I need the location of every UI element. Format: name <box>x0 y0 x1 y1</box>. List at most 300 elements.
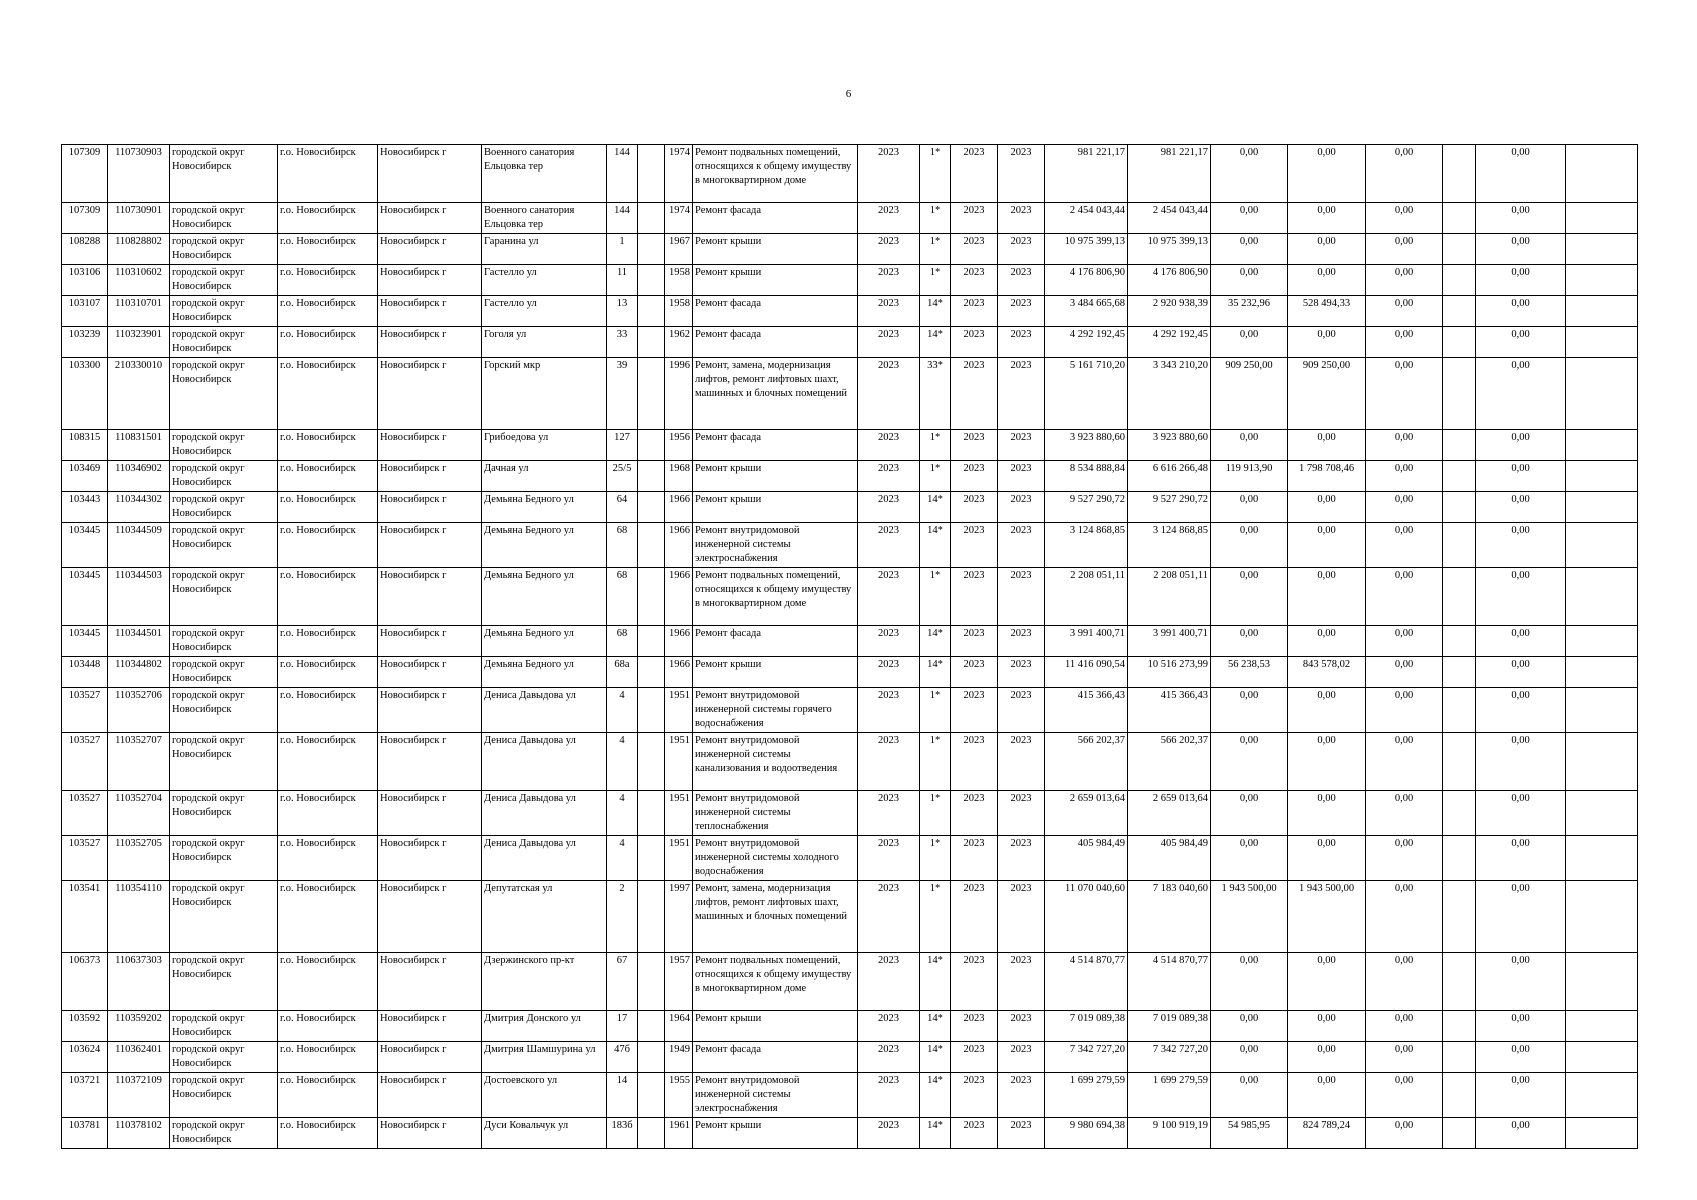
cell-total-cost: 1 699 279,59 <box>1045 1073 1128 1118</box>
cell-regional-budget: 0,00 <box>1211 327 1288 358</box>
cell-municipality: городской округ Новосибирск <box>170 1073 278 1118</box>
cell-owner-funds: 0,00 <box>1366 492 1443 523</box>
cell-start-year: 2023 <box>951 1073 998 1118</box>
cell-street: Демьяна Бедного ул <box>482 492 607 523</box>
cell-work-type: Ремонт фасада <box>693 430 858 461</box>
table-row <box>62 234 1638 265</box>
cell-extra-blank <box>1443 523 1476 568</box>
cell-settlement: Новосибирск г <box>378 492 482 523</box>
table-row <box>62 1118 1638 1149</box>
cell-street: Дуси Ковальчук ул <box>482 1118 607 1149</box>
table-row <box>62 430 1638 461</box>
cell-start-year: 2023 <box>951 492 998 523</box>
cell-municipality: городской округ Новосибирск <box>170 1118 278 1149</box>
table-row <box>62 461 1638 492</box>
cell-total-cost: 5 161 710,20 <box>1045 358 1128 430</box>
cell-extra-blank <box>1443 1073 1476 1118</box>
cell-owner-funds: 0,00 <box>1366 296 1443 327</box>
cell-trailing-blank <box>1566 1011 1638 1042</box>
cell-house-number: 68 <box>607 523 638 568</box>
cell-settlement: Новосибирск г <box>378 358 482 430</box>
cell-rank: 14* <box>920 1073 951 1118</box>
cell-building <box>638 657 665 688</box>
cell-settlement: Новосибирск г <box>378 523 482 568</box>
cell-building <box>638 492 665 523</box>
cell-building <box>638 296 665 327</box>
cell-extra-blank <box>1443 881 1476 953</box>
cell-work-type: Ремонт подвальных помещений, относящихся к общему имуществу в многоквартирном доме <box>693 568 858 626</box>
cell-fund-amount: 981 221,17 <box>1128 145 1211 203</box>
cell-municipality: городской округ Новосибирск <box>170 688 278 733</box>
cell-building <box>638 327 665 358</box>
table-row <box>62 657 1638 688</box>
cell-start-year: 2023 <box>951 234 998 265</box>
cell-municipal-district: г.о. Новосибирск <box>278 1042 378 1073</box>
cell-extra-blank <box>1443 733 1476 791</box>
cell-start-year: 2023 <box>951 145 998 203</box>
cell-extra-blank <box>1443 688 1476 733</box>
cell-fund-amount: 2 454 043,44 <box>1128 203 1211 234</box>
cell-street: Дениса Давыдова ул <box>482 733 607 791</box>
cell-year-built: 1951 <box>665 836 693 881</box>
cell-work-id: 110310701 <box>108 296 170 327</box>
cell-regional-budget: 54 985,95 <box>1211 1118 1288 1149</box>
cell-object-id: 103624 <box>62 1042 108 1073</box>
cell-work-type: Ремонт крыши <box>693 461 858 492</box>
table-row <box>62 791 1638 836</box>
cell-municipal-district: г.о. Новосибирск <box>278 145 378 203</box>
cell-extra-blank <box>1443 234 1476 265</box>
cell-work-id: 210330010 <box>108 358 170 430</box>
cell-work-type: Ремонт фасада <box>693 203 858 234</box>
cell-extra-blank <box>1443 203 1476 234</box>
cell-street: Гастелло ул <box>482 265 607 296</box>
cell-rank: 14* <box>920 953 951 1011</box>
table-row <box>62 1011 1638 1042</box>
cell-street: Демьяна Бедного ул <box>482 568 607 626</box>
cell-end-year: 2023 <box>998 430 1045 461</box>
cell-house-number: 47б <box>607 1042 638 1073</box>
cell-start-year: 2023 <box>951 568 998 626</box>
cell-regional-budget: 0,00 <box>1211 430 1288 461</box>
cell-rank: 14* <box>920 1011 951 1042</box>
cell-regional-budget: 0,00 <box>1211 626 1288 657</box>
cell-plan-year: 2023 <box>858 203 920 234</box>
cell-work-type: Ремонт крыши <box>693 234 858 265</box>
cell-municipality: городской округ Новосибирск <box>170 881 278 953</box>
cell-regional-budget: 909 250,00 <box>1211 358 1288 430</box>
cell-owner-funds: 0,00 <box>1366 688 1443 733</box>
cell-work-id: 110828802 <box>108 234 170 265</box>
cell-year-built: 1962 <box>665 327 693 358</box>
cell-regional-budget: 0,00 <box>1211 234 1288 265</box>
cell-other-funds: 0,00 <box>1476 430 1566 461</box>
cell-street: Гаранина ул <box>482 234 607 265</box>
cell-work-type: Ремонт внутридомовой инженерной системы электроснабжения <box>693 523 858 568</box>
cell-owner-funds: 0,00 <box>1366 881 1443 953</box>
cell-trailing-blank <box>1566 836 1638 881</box>
cell-municipality: городской округ Новосибирск <box>170 145 278 203</box>
cell-building <box>638 568 665 626</box>
cell-object-id: 103445 <box>62 568 108 626</box>
cell-trailing-blank <box>1566 296 1638 327</box>
cell-object-id: 108315 <box>62 430 108 461</box>
cell-owner-funds: 0,00 <box>1366 1042 1443 1073</box>
cell-rank: 1* <box>920 234 951 265</box>
cell-owner-funds: 0,00 <box>1366 1011 1443 1042</box>
cell-total-cost: 4 292 192,45 <box>1045 327 1128 358</box>
cell-municipality: городской округ Новосибирск <box>170 203 278 234</box>
cell-object-id: 106373 <box>62 953 108 1011</box>
cell-extra-blank <box>1443 265 1476 296</box>
cell-regional-budget: 0,00 <box>1211 836 1288 881</box>
cell-year-built: 1956 <box>665 430 693 461</box>
cell-settlement: Новосибирск г <box>378 1073 482 1118</box>
cell-building <box>638 626 665 657</box>
cell-work-id: 110344302 <box>108 492 170 523</box>
cell-owner-funds: 0,00 <box>1366 265 1443 296</box>
cell-building <box>638 791 665 836</box>
cell-owner-funds: 0,00 <box>1366 430 1443 461</box>
table-row <box>62 688 1638 733</box>
cell-work-type: Ремонт фасада <box>693 296 858 327</box>
cell-local-budget: 909 250,00 <box>1288 358 1366 430</box>
cell-extra-blank <box>1443 430 1476 461</box>
cell-settlement: Новосибирск г <box>378 953 482 1011</box>
cell-year-built: 1955 <box>665 1073 693 1118</box>
cell-other-funds: 0,00 <box>1476 523 1566 568</box>
cell-work-type: Ремонт внутридомовой инженерной системы электроснабжения <box>693 1073 858 1118</box>
cell-municipal-district: г.о. Новосибирск <box>278 688 378 733</box>
cell-object-id: 103721 <box>62 1073 108 1118</box>
cell-start-year: 2023 <box>951 836 998 881</box>
cell-trailing-blank <box>1566 733 1638 791</box>
cell-year-built: 1966 <box>665 523 693 568</box>
table-row <box>62 203 1638 234</box>
cell-end-year: 2023 <box>998 791 1045 836</box>
cell-street: Гастелло ул <box>482 296 607 327</box>
cell-year-built: 1951 <box>665 791 693 836</box>
cell-street: Дзержинского пр-кт <box>482 953 607 1011</box>
cell-house-number: 25/5 <box>607 461 638 492</box>
cell-object-id: 103300 <box>62 358 108 430</box>
cell-regional-budget: 119 913,90 <box>1211 461 1288 492</box>
cell-street: Военного санатория Ельцовка тер <box>482 145 607 203</box>
cell-work-id: 110730901 <box>108 203 170 234</box>
cell-building <box>638 523 665 568</box>
cell-street: Дениса Давыдова ул <box>482 836 607 881</box>
cell-street: Достоевского ул <box>482 1073 607 1118</box>
cell-extra-blank <box>1443 1118 1476 1149</box>
cell-rank: 1* <box>920 461 951 492</box>
cell-trailing-blank <box>1566 430 1638 461</box>
cell-building <box>638 1073 665 1118</box>
cell-street: Дмитрия Донского ул <box>482 1011 607 1042</box>
cell-fund-amount: 4 176 806,90 <box>1128 265 1211 296</box>
cell-municipal-district: г.о. Новосибирск <box>278 327 378 358</box>
cell-year-built: 1966 <box>665 626 693 657</box>
cell-other-funds: 0,00 <box>1476 881 1566 953</box>
cell-year-built: 1966 <box>665 657 693 688</box>
cell-extra-blank <box>1443 327 1476 358</box>
table-row <box>62 265 1638 296</box>
cell-other-funds: 0,00 <box>1476 568 1566 626</box>
cell-work-type: Ремонт внутридомовой инженерной системы теплоснабжения <box>693 791 858 836</box>
cell-street: Военного санатория Ельцовка тер <box>482 203 607 234</box>
cell-settlement: Новосибирск г <box>378 733 482 791</box>
cell-extra-blank <box>1443 145 1476 203</box>
cell-start-year: 2023 <box>951 1011 998 1042</box>
cell-work-type: Ремонт крыши <box>693 492 858 523</box>
cell-fund-amount: 3 124 868,85 <box>1128 523 1211 568</box>
cell-plan-year: 2023 <box>858 234 920 265</box>
cell-trailing-blank <box>1566 145 1638 203</box>
cell-other-funds: 0,00 <box>1476 626 1566 657</box>
cell-work-type: Ремонт крыши <box>693 265 858 296</box>
cell-fund-amount: 2 208 051,11 <box>1128 568 1211 626</box>
cell-house-number: 33 <box>607 327 638 358</box>
cell-regional-budget: 0,00 <box>1211 1042 1288 1073</box>
cell-other-funds: 0,00 <box>1476 1011 1566 1042</box>
cell-end-year: 2023 <box>998 881 1045 953</box>
cell-trailing-blank <box>1566 461 1638 492</box>
cell-house-number: 14 <box>607 1073 638 1118</box>
cell-municipality: городской округ Новосибирск <box>170 1042 278 1073</box>
cell-total-cost: 566 202,37 <box>1045 733 1128 791</box>
cell-work-type: Ремонт крыши <box>693 1118 858 1149</box>
table-row <box>62 568 1638 626</box>
cell-trailing-blank <box>1566 1042 1638 1073</box>
cell-other-funds: 0,00 <box>1476 733 1566 791</box>
cell-plan-year: 2023 <box>858 733 920 791</box>
cell-fund-amount: 1 699 279,59 <box>1128 1073 1211 1118</box>
cell-regional-budget: 0,00 <box>1211 688 1288 733</box>
cell-fund-amount: 4 292 192,45 <box>1128 327 1211 358</box>
cell-street: Грибоедова ул <box>482 430 607 461</box>
cell-work-id: 110352704 <box>108 791 170 836</box>
cell-year-built: 1964 <box>665 1011 693 1042</box>
cell-municipal-district: г.о. Новосибирск <box>278 568 378 626</box>
cell-municipality: городской округ Новосибирск <box>170 733 278 791</box>
table-row <box>62 145 1638 203</box>
cell-house-number: 68 <box>607 626 638 657</box>
cell-regional-budget: 0,00 <box>1211 568 1288 626</box>
cell-trailing-blank <box>1566 791 1638 836</box>
cell-owner-funds: 0,00 <box>1366 203 1443 234</box>
cell-work-type: Ремонт фасада <box>693 1042 858 1073</box>
cell-building <box>638 145 665 203</box>
cell-building <box>638 953 665 1011</box>
cell-trailing-blank <box>1566 265 1638 296</box>
cell-other-funds: 0,00 <box>1476 492 1566 523</box>
cell-fund-amount: 7 183 040,60 <box>1128 881 1211 953</box>
cell-local-budget: 0,00 <box>1288 1073 1366 1118</box>
cell-fund-amount: 10 975 399,13 <box>1128 234 1211 265</box>
cell-settlement: Новосибирск г <box>378 1118 482 1149</box>
cell-fund-amount: 3 991 400,71 <box>1128 626 1211 657</box>
cell-municipal-district: г.о. Новосибирск <box>278 461 378 492</box>
cell-building <box>638 358 665 430</box>
cell-trailing-blank <box>1566 657 1638 688</box>
cell-extra-blank <box>1443 1042 1476 1073</box>
cell-work-id: 110346902 <box>108 461 170 492</box>
cell-start-year: 2023 <box>951 733 998 791</box>
cell-year-built: 1951 <box>665 733 693 791</box>
cell-total-cost: 4 514 870,77 <box>1045 953 1128 1011</box>
cell-total-cost: 10 975 399,13 <box>1045 234 1128 265</box>
cell-local-budget: 0,00 <box>1288 145 1366 203</box>
cell-plan-year: 2023 <box>858 265 920 296</box>
cell-municipal-district: г.о. Новосибирск <box>278 265 378 296</box>
cell-total-cost: 11 416 090,54 <box>1045 657 1128 688</box>
cell-house-number: 4 <box>607 733 638 791</box>
cell-end-year: 2023 <box>998 1118 1045 1149</box>
table-row <box>62 881 1638 953</box>
cell-local-budget: 0,00 <box>1288 523 1366 568</box>
cell-work-type: Ремонт фасада <box>693 626 858 657</box>
cell-object-id: 107309 <box>62 203 108 234</box>
cell-building <box>638 733 665 791</box>
cell-owner-funds: 0,00 <box>1366 568 1443 626</box>
cell-other-funds: 0,00 <box>1476 358 1566 430</box>
cell-owner-funds: 0,00 <box>1366 1118 1443 1149</box>
cell-work-type: Ремонт подвальных помещений, относящихся к общему имуществу в многоквартирном доме <box>693 145 858 203</box>
cell-local-budget: 528 494,33 <box>1288 296 1366 327</box>
cell-rank: 1* <box>920 836 951 881</box>
cell-street: Дачная ул <box>482 461 607 492</box>
cell-owner-funds: 0,00 <box>1366 626 1443 657</box>
cell-extra-blank <box>1443 358 1476 430</box>
cell-owner-funds: 0,00 <box>1366 791 1443 836</box>
cell-fund-amount: 6 616 266,48 <box>1128 461 1211 492</box>
cell-extra-blank <box>1443 296 1476 327</box>
cell-trailing-blank <box>1566 492 1638 523</box>
cell-municipal-district: г.о. Новосибирск <box>278 523 378 568</box>
cell-municipal-district: г.о. Новосибирск <box>278 953 378 1011</box>
cell-local-budget: 0,00 <box>1288 626 1366 657</box>
cell-local-budget: 0,00 <box>1288 791 1366 836</box>
cell-municipality: городской округ Новосибирск <box>170 265 278 296</box>
cell-regional-budget: 0,00 <box>1211 492 1288 523</box>
cell-regional-budget: 1 943 500,00 <box>1211 881 1288 953</box>
cell-object-id: 108288 <box>62 234 108 265</box>
cell-settlement: Новосибирск г <box>378 327 482 358</box>
cell-street: Демьяна Бедного ул <box>482 523 607 568</box>
cell-local-budget: 0,00 <box>1288 1042 1366 1073</box>
cell-extra-blank <box>1443 791 1476 836</box>
cell-fund-amount: 4 514 870,77 <box>1128 953 1211 1011</box>
cell-street: Дениса Давыдова ул <box>482 791 607 836</box>
cell-regional-budget: 0,00 <box>1211 791 1288 836</box>
table-row <box>62 296 1638 327</box>
cell-total-cost: 9 527 290,72 <box>1045 492 1128 523</box>
cell-settlement: Новосибирск г <box>378 657 482 688</box>
table-row <box>62 327 1638 358</box>
cell-settlement: Новосибирск г <box>378 265 482 296</box>
cell-municipality: городской округ Новосибирск <box>170 492 278 523</box>
cell-total-cost: 3 124 868,85 <box>1045 523 1128 568</box>
cell-trailing-blank <box>1566 688 1638 733</box>
cell-end-year: 2023 <box>998 523 1045 568</box>
cell-owner-funds: 0,00 <box>1366 523 1443 568</box>
cell-plan-year: 2023 <box>858 1073 920 1118</box>
cell-municipality: городской округ Новосибирск <box>170 296 278 327</box>
cell-total-cost: 3 991 400,71 <box>1045 626 1128 657</box>
cell-total-cost: 4 176 806,90 <box>1045 265 1128 296</box>
cell-trailing-blank <box>1566 881 1638 953</box>
cell-total-cost: 405 984,49 <box>1045 836 1128 881</box>
cell-work-id: 110352705 <box>108 836 170 881</box>
cell-municipality: городской округ Новосибирск <box>170 358 278 430</box>
cell-rank: 14* <box>920 523 951 568</box>
cell-object-id: 107309 <box>62 145 108 203</box>
cell-fund-amount: 2 920 938,39 <box>1128 296 1211 327</box>
cell-municipal-district: г.о. Новосибирск <box>278 492 378 523</box>
cell-work-id: 110362401 <box>108 1042 170 1073</box>
cell-regional-budget: 35 232,96 <box>1211 296 1288 327</box>
cell-work-id: 110831501 <box>108 430 170 461</box>
cell-object-id: 103239 <box>62 327 108 358</box>
cell-fund-amount: 566 202,37 <box>1128 733 1211 791</box>
cell-object-id: 103107 <box>62 296 108 327</box>
cell-municipality: городской округ Новосибирск <box>170 791 278 836</box>
cell-house-number: 68а <box>607 657 638 688</box>
cell-trailing-blank <box>1566 1118 1638 1149</box>
table-row <box>62 358 1638 430</box>
cell-year-built: 1974 <box>665 145 693 203</box>
cell-year-built: 1951 <box>665 688 693 733</box>
cell-trailing-blank <box>1566 523 1638 568</box>
cell-work-type: Ремонт внутридомовой инженерной системы холодного водоснабжения <box>693 836 858 881</box>
cell-owner-funds: 0,00 <box>1366 461 1443 492</box>
cell-building <box>638 265 665 296</box>
cell-work-type: Ремонт внутридомовой инженерной системы канализования и водоотведения <box>693 733 858 791</box>
cell-settlement: Новосибирск г <box>378 234 482 265</box>
cell-other-funds: 0,00 <box>1476 234 1566 265</box>
cell-local-budget: 0,00 <box>1288 836 1366 881</box>
cell-start-year: 2023 <box>951 791 998 836</box>
cell-end-year: 2023 <box>998 836 1045 881</box>
cell-work-type: Ремонт фасада <box>693 327 858 358</box>
cell-other-funds: 0,00 <box>1476 657 1566 688</box>
cell-end-year: 2023 <box>998 626 1045 657</box>
cell-trailing-blank <box>1566 568 1638 626</box>
cell-house-number: 144 <box>607 203 638 234</box>
cell-rank: 14* <box>920 657 951 688</box>
cell-work-id: 110352707 <box>108 733 170 791</box>
cell-building <box>638 203 665 234</box>
table-row <box>62 1073 1638 1118</box>
cell-other-funds: 0,00 <box>1476 296 1566 327</box>
cell-settlement: Новосибирск г <box>378 568 482 626</box>
cell-settlement: Новосибирск г <box>378 296 482 327</box>
cell-rank: 14* <box>920 626 951 657</box>
cell-regional-budget: 0,00 <box>1211 145 1288 203</box>
cell-owner-funds: 0,00 <box>1366 657 1443 688</box>
cell-end-year: 2023 <box>998 296 1045 327</box>
cell-other-funds: 0,00 <box>1476 265 1566 296</box>
cell-end-year: 2023 <box>998 1042 1045 1073</box>
cell-municipal-district: г.о. Новосибирск <box>278 881 378 953</box>
table-row <box>62 626 1638 657</box>
cell-municipal-district: г.о. Новосибирск <box>278 1073 378 1118</box>
cell-municipality: городской округ Новосибирск <box>170 568 278 626</box>
cell-plan-year: 2023 <box>858 791 920 836</box>
cell-work-type: Ремонт внутридомовой инженерной системы горячего водоснабжения <box>693 688 858 733</box>
cell-local-budget: 1 798 708,46 <box>1288 461 1366 492</box>
table-row <box>62 492 1638 523</box>
cell-house-number: 4 <box>607 836 638 881</box>
